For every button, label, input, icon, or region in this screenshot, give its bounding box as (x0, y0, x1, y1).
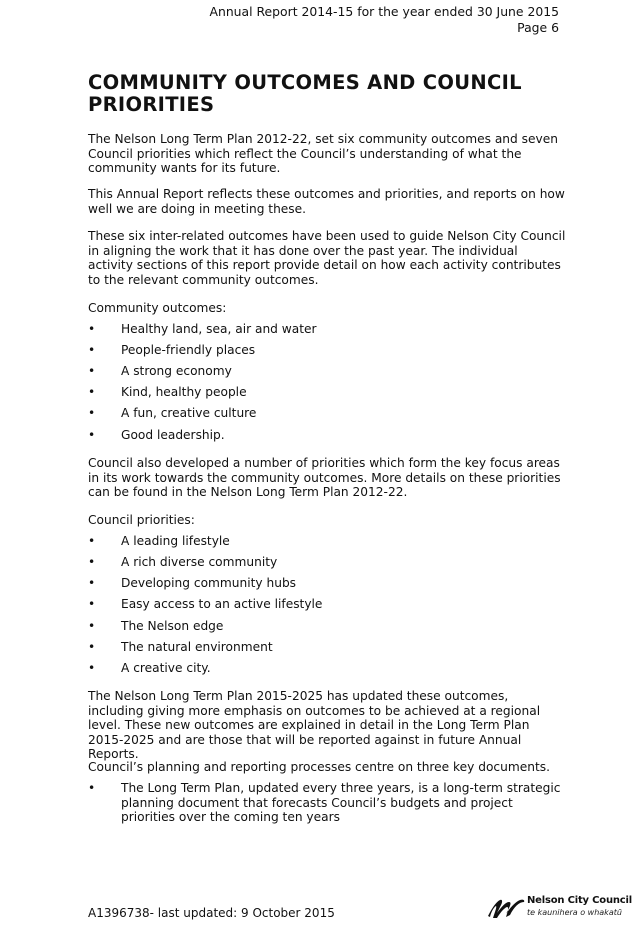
bullet-icon: • (88, 661, 96, 675)
intro-paragraph: The Nelson Long Term Plan 2012-22, set six community outcomes and seven Council priorities which reflect the Council’s understanding of what the community wants for its future. (88, 132, 558, 176)
priorities-intro-paragraph: Council also developed a number of priorities which form the key focus areas in its work towards the community outcomes. More details on these priorities can be found in the Nelson Long Term Plan 2012-22. (88, 456, 561, 500)
council-priorities-heading: Council priorities: (88, 513, 195, 527)
bullet-icon: • (88, 640, 96, 654)
page-number: Page 6 (517, 20, 559, 35)
bullet-icon: • (88, 385, 96, 399)
reflects-paragraph: This Annual Report reflects these outcomes and priorities, and reports on how well we are doing in meeting these. (88, 187, 565, 216)
bullet-icon: • (88, 576, 96, 590)
document-reference: A1396738- last updated: 9 October 2015 (88, 906, 335, 920)
ltp-update-paragraph: The Nelson Long Term Plan 2015-2025 has updated these outcomes, including giving more emphasis on outcomes to be achieved at a regional level. These new outcomes are explained in detail in the Long Term Plan 2015-2025 and are those that will be reported against in future Annual Reports. (88, 689, 541, 762)
bullet-icon: • (88, 534, 96, 548)
bullet-icon: • (88, 406, 96, 420)
bullet-icon: • (88, 343, 96, 357)
bullet-icon: • (88, 428, 96, 442)
bullet-icon: • (88, 781, 96, 795)
bullet-icon: • (88, 597, 96, 611)
bullet-icon: • (88, 619, 96, 633)
planning-paragraph: Council’s planning and reporting processes centre on three key documents. (88, 760, 550, 774)
bullet-icon: • (88, 322, 96, 336)
bullet-icon: • (88, 555, 96, 569)
bullet-icon: • (88, 364, 96, 378)
report-title-line: Annual Report 2014-15 for the year ended 30 June 2015 (209, 4, 559, 19)
council-logo-tagline: te kaunihera o whakatū (527, 908, 622, 917)
page-header (210, 4, 560, 36)
community-outcomes-heading: Community outcomes: (88, 301, 227, 315)
council-logo (486, 893, 636, 923)
page-title: COMMUNITY OUTCOMES AND COUNCIL PRIORITIES (88, 71, 522, 116)
guide-paragraph: These six inter-related outcomes have been used to guide Nelson City Council in aligning the work that it has done over the past year. The individual activity sections of this report provide detail on how each activity contributes to the relevant community outcomes. (88, 229, 566, 287)
council-logo-name: Nelson City Council (527, 895, 632, 906)
council-logo-icon (486, 894, 526, 920)
